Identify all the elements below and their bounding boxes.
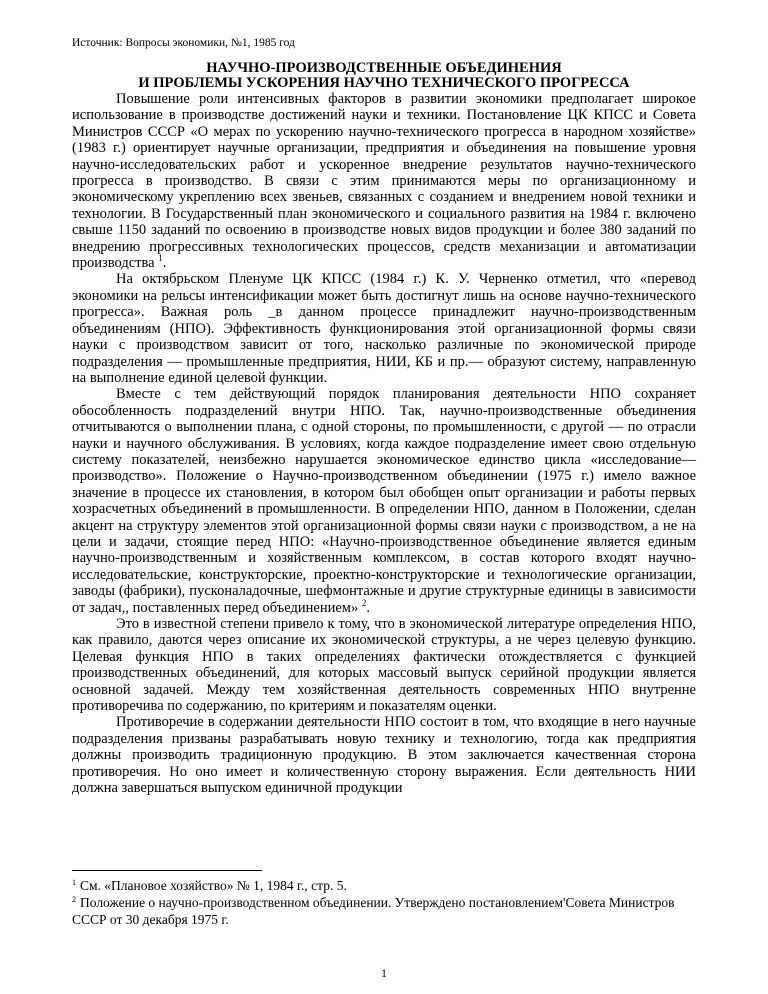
title-line-2: И ПРОБЛЕМЫ УСКОРЕНИЯ НАУЧНО ТЕХНИЧЕСКОГО ПРОГРЕССА bbox=[138, 75, 630, 91]
title-line-1: НАУЧНО-ПРОИЗВОДСТВЕННЫЕ ОБЪЕДИНЕНИЯ bbox=[206, 60, 562, 76]
paragraph-4: Это в известной степени привело к тому, что в экономической литературе определения НПО, как правило, даются через описание их экономической структуры, а не через целевую функцию. Целевая функция НПО в таких определениях фактически отождествляется с функцией производственных объединений, для которых массовый выпуск серийной продукции является основной задачей. Между тем хозяйственная деятельность современных НПО внутренне противоречива по содержанию, по критериям и показателям оценки. bbox=[72, 616, 696, 715]
paragraph-2: На октябрьском Пленуме ЦК КПСС (1984 г.) К. У. Черненко отметил, что «перевод экономики на рельсы интенсификации может быть достигнут лишь на основе научно-технического прогресса». Важная роль _в данном процессе принадлежит научно-производственным объединениям (НПО). Эффективность функционирования этой организационной формы связи науки с производством зависит от того, насколько различные по экономической природе подразделения — промышленные предприятия, НИИ, КБ и пр.— образуют систему, направленную на выполнение единой целевой функции. bbox=[72, 271, 696, 386]
page-number: 1 bbox=[381, 966, 387, 980]
paragraph-5: Противоречие в содержании деятельности НПО состоит в том, что входящие в него научные подразделения призваны разрабатывать новую технику и технологию, тогда как предприятия должны производить традиционную продукцию. В этом заключается качественная сторона противоречия. Но оно имеет и количественную сторону выражения. Если деятельность НИИ должна завершаться выпуском единичной продукции bbox=[72, 714, 696, 797]
footnote-1: $^1$ См. «Плановое хозяйство» № 1, 1984 г., стр. 5. bbox=[72, 877, 347, 893]
footnote-ref-2[interactable]: 2 bbox=[361, 597, 367, 608]
footnote-mark-2: 2 bbox=[72, 894, 76, 904]
footnotes bbox=[72, 870, 696, 928]
paragraph-1: Повышение роли интенсивных факторов в развитии экономики предполагает широкое использование в производстве достижений науки и техники. Постановление ЦК КПСС и Совета Министров СССР «О мерах по ускорению научно-технического прогресса в народном хозяйстве» (1983 г.) ориентирует научные организации, предприятия и объединения на повышение уровня научно-исследовательских работ и ускоренное внедрение результатов научно-технического прогресса в производство. В связи с этим принимаются меры по организационному и экономическому укреплению всех звеньев, связанных с созданием и внедрением новой техники и технологии. В Государственный план экономического и социального развития на 1984 г. включено свыше 1150 заданий по освоению в производстве новых видов продукции и более 380 заданий по внедрению прогрессивных технологических процессов, средств механизации и автоматизации производства $^1$. bbox=[72, 91, 696, 272]
document-page bbox=[72, 36, 696, 796]
paragraph-3: Вместе с тем действующий порядок планирования деятельности НПО сохраняет обособленность подразделений внутри НПО. Так, научно-производственные объединения отчитываются о выполнении плана, с одной стороны, по промышленности, с другой — по отрасли науки и научного обслуживания. В условиях, когда каждое подразделение имеет свою отдельную систему показателей, неизбежно нарушается экономическое единство цикла «исследование—производство». Положение о Научно-производственном объединении (1975 г.) имело важное значение в процессе их становления, в котором был обобщен опыт организации и работы первых хозрасчетных объединений в промышленности. В определении НПО, данном в Положении, сделан акцент на структуру элементов этой организационной формы связи науки с производством, а не на цели и задачи, стоящие перед НПО: «Научно-производственное объединение является единым научно-производственным и хозяйственным комплексом, в состав которого входят научно-исследовательские, конструкторские, проектно-конструкторские и технологические организации, заводы (фабрики), пусконаладочные, шефмонтажные и другие структурные единицы в зависимости от задач,, поставленных перед объединением» $^2$. bbox=[72, 386, 696, 616]
footnote-ref-1[interactable]: 1 bbox=[158, 253, 163, 264]
footnote-2: $^2$ Положение о научно-производственном объединении. Утверждено постановлением'Совета Министров СССР от 30 декабря 1975 г. bbox=[72, 894, 675, 927]
footnote-separator bbox=[72, 870, 262, 871]
footnote-mark-1: 1 bbox=[72, 877, 76, 887]
source-line: Источник: Вопросы экономики, №1, 1985 год bbox=[72, 37, 295, 49]
